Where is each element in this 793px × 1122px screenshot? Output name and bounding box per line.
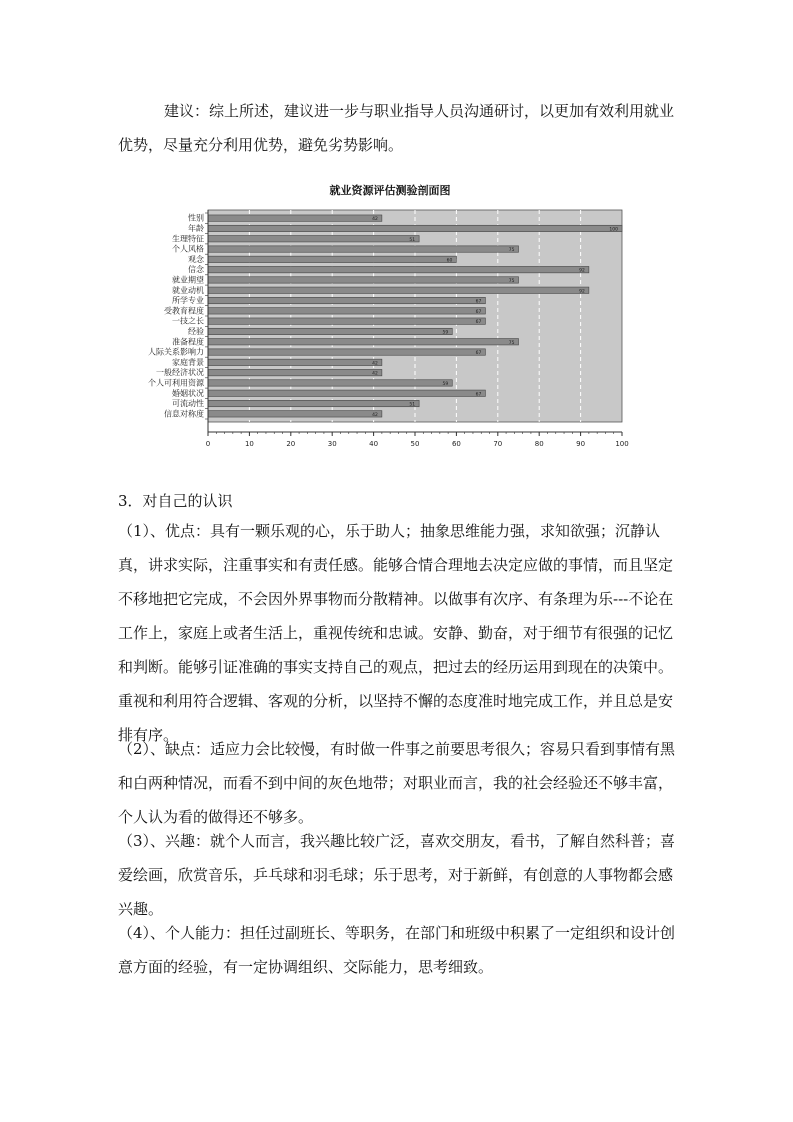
category-label: 家庭背景	[172, 357, 204, 367]
x-tick-label: 80	[534, 440, 544, 448]
bar-value-label: 100	[609, 227, 618, 233]
bar	[208, 215, 382, 221]
chart-svg	[140, 180, 640, 460]
bar-value-label: 67	[475, 309, 482, 315]
bar	[208, 318, 485, 324]
section-heading: 3．对自己的认识	[118, 492, 233, 510]
category-label: 所学专业	[172, 296, 204, 306]
bar	[208, 411, 382, 417]
category-label: 就业动机	[172, 285, 204, 295]
bar-value-label: 42	[372, 361, 378, 367]
category-label: 信念	[188, 265, 204, 275]
x-tick-label: 60	[451, 440, 461, 448]
category-label: 可流动性	[172, 399, 204, 409]
abilities-paragraph: （4）、个人能力：担任过副班长、等职务，在部门和班级中积累了一定组织和设计创意方面的经验，有一定协调组织、交际能力，思考细致。	[118, 924, 676, 976]
bar	[208, 246, 519, 252]
bar	[208, 390, 485, 396]
bar	[208, 349, 485, 355]
category-label: 信息对称度	[164, 409, 204, 419]
bar	[208, 328, 452, 334]
bar	[208, 369, 382, 375]
bar	[208, 256, 456, 262]
x-tick-label: 30	[327, 440, 337, 448]
x-tick-label: 20	[286, 440, 296, 448]
resource-chart	[140, 180, 640, 460]
bar-value-label: 59	[442, 330, 449, 336]
bar	[208, 400, 419, 406]
x-tick-label: 0	[205, 440, 211, 448]
category-label: 经验	[188, 326, 204, 336]
bar	[208, 297, 485, 303]
bar-value-label: 75	[508, 340, 515, 346]
category-label: 准备程度	[172, 337, 204, 347]
bar-value-label: 75	[508, 278, 515, 284]
bar	[208, 380, 452, 386]
category-label: 婚姻状况	[172, 388, 204, 398]
bar	[208, 287, 589, 293]
x-tick-label: 40	[369, 440, 379, 448]
bar-value-label: 67	[475, 351, 482, 357]
interests-paragraph: （3）、兴趣：就个人而言，我兴趣比较广泛，喜欢交朋友，看书，了解自然科普；喜爱绘画，欣赏音乐，乒乓球和羽毛球；乐于思考，对于新鲜，有创意的人事物都会感兴趣。	[118, 832, 676, 918]
x-tick-label: 10	[244, 440, 254, 448]
category-label: 生理特征	[172, 234, 204, 244]
bar-value-label: 67	[475, 392, 482, 398]
category-label: 个人可利用资源	[148, 378, 204, 388]
bar-value-label: 67	[475, 299, 482, 305]
bar-value-label: 92	[579, 289, 585, 295]
chart-title: 就业资源评估测验剖面图	[329, 184, 451, 197]
bar-value-label: 42	[372, 412, 378, 418]
bar-value-label: 42	[372, 217, 378, 223]
category-label: 就业期望	[172, 275, 204, 285]
category-label: 年龄	[188, 223, 204, 233]
bar	[208, 236, 419, 242]
category-label: 人际关系影响力	[148, 347, 204, 357]
bar	[208, 225, 622, 231]
category-label: 观念	[188, 254, 204, 264]
bar	[208, 359, 382, 365]
bar-value-label: 51	[409, 237, 416, 243]
bar-value-label: 67	[475, 320, 482, 326]
category-label: 性别	[188, 213, 204, 223]
category-label: 个人风格	[172, 244, 204, 254]
x-tick-label: 90	[576, 440, 586, 448]
bar	[208, 277, 519, 283]
bar-value-label: 59	[442, 381, 449, 387]
strengths-paragraph: （1）、优点：具有一颗乐观的心，乐于助人；抽象思维能力强，求知欲强；沉静认真，讲求实际，注重事实和有责任感。能够合情合理地去决定应做的事情，而且坚定不移地把它完成，不会因外界事物而分散精神。以做事有次序、有条理为乐---不论在工作上，家庭上或者生活上，重视传统和忠诚。安静、勤奋，对于细节有很强的记忆和判断。能够引证准确的事实支持自己的观点，把过去的经历运用到现在的决策中。重视和利用符合逻辑、客观的分析，以坚持不懈的态度准时地完成工作，并且总是安排有序。	[118, 522, 674, 744]
bar	[208, 339, 519, 345]
x-tick-label: 100	[615, 440, 629, 448]
bar-value-label: 42	[372, 371, 378, 377]
weaknesses-paragraph: （2）、缺点：适应力会比较慢，有时做一件事之前要思考很久；容易只看到事情有黑和白两种情况，而看不到中间的灰色地带；对职业而言，我的社会经验还不够丰富，个人认为看的做得还不够多。	[118, 740, 676, 826]
bar-value-label: 60	[446, 258, 453, 264]
bar-value-label: 75	[508, 248, 515, 254]
bar-value-label: 51	[409, 402, 416, 408]
bar	[208, 308, 485, 314]
bar-value-label: 92	[579, 268, 585, 274]
bar	[208, 266, 589, 272]
category-label: 一般经济状况	[156, 368, 204, 378]
category-label: 受教育程度	[164, 306, 204, 316]
x-tick-label: 70	[493, 440, 503, 448]
category-label: 一技之长	[172, 316, 204, 326]
recommendation-paragraph: 建议：综上所述，建议进一步与职业指导人员沟通研讨，以更加有效利用就业优势，尽量充分利用优势，避免劣势影响。	[118, 102, 675, 154]
x-tick-label: 50	[410, 440, 420, 448]
